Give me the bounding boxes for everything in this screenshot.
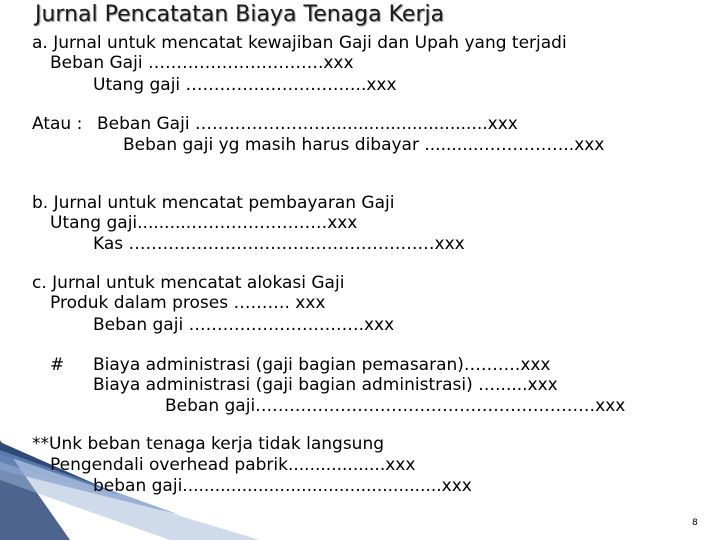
section-b-heading: b. Jurnal untuk mencatat pembayaran Gaji	[32, 193, 395, 213]
section-b-debit-entry: Utang gaji..........……………………xxx	[50, 213, 358, 233]
section-c-credit-entry: Beban gaji ………………………….xxx	[93, 315, 395, 335]
page-number: 8	[692, 518, 698, 528]
section-a-heading: a. Jurnal untuk mencatat kewajiban Gaji dan Upah yang terjadi	[32, 33, 567, 53]
section-a-credit-entry: Utang gaji …………………………..xxx	[93, 75, 397, 95]
section-a-debit-entry: Beban Gaji ………………………….xxx	[50, 53, 354, 73]
indirect-labor-debit-entry: Pengendali overhead pabrik..................xxx	[50, 455, 416, 475]
alternative-debit-entry: Beban Gaji …………………….............................xxx	[97, 114, 518, 134]
alternative-label: Atau :	[32, 114, 83, 134]
note-mark: #	[50, 355, 65, 375]
indirect-labor-heading: **Unk beban tenaga kerja tidak langsung	[32, 434, 385, 454]
note-credit-entry: Beban gaji……………………………………………………xxx	[165, 396, 626, 416]
section-c-heading: c. Jurnal untuk mencatat alokasi Gaji	[32, 273, 345, 293]
note-debit-entry-marketing: Biaya administrasi (gaji bagian pemasaran)……….xxx	[93, 355, 551, 375]
slide-title: Jurnal Pencatatan Biaya Tenaga Kerja	[35, 2, 445, 27]
section-b-credit-entry: Kas ………………………………………………xxx	[93, 234, 465, 254]
indirect-labor-credit-entry: beban gaji................................................xxx	[93, 476, 472, 496]
alternative-credit-entry: Beban gaji yg masih harus dibayar ..........……………..xxx	[123, 135, 605, 155]
section-c-debit-entry: Produk dalam proses ………. xxx	[50, 293, 326, 313]
note-debit-entry-administration: Biaya administrasi (gaji bagian administrasi) …......xxx	[93, 375, 558, 395]
